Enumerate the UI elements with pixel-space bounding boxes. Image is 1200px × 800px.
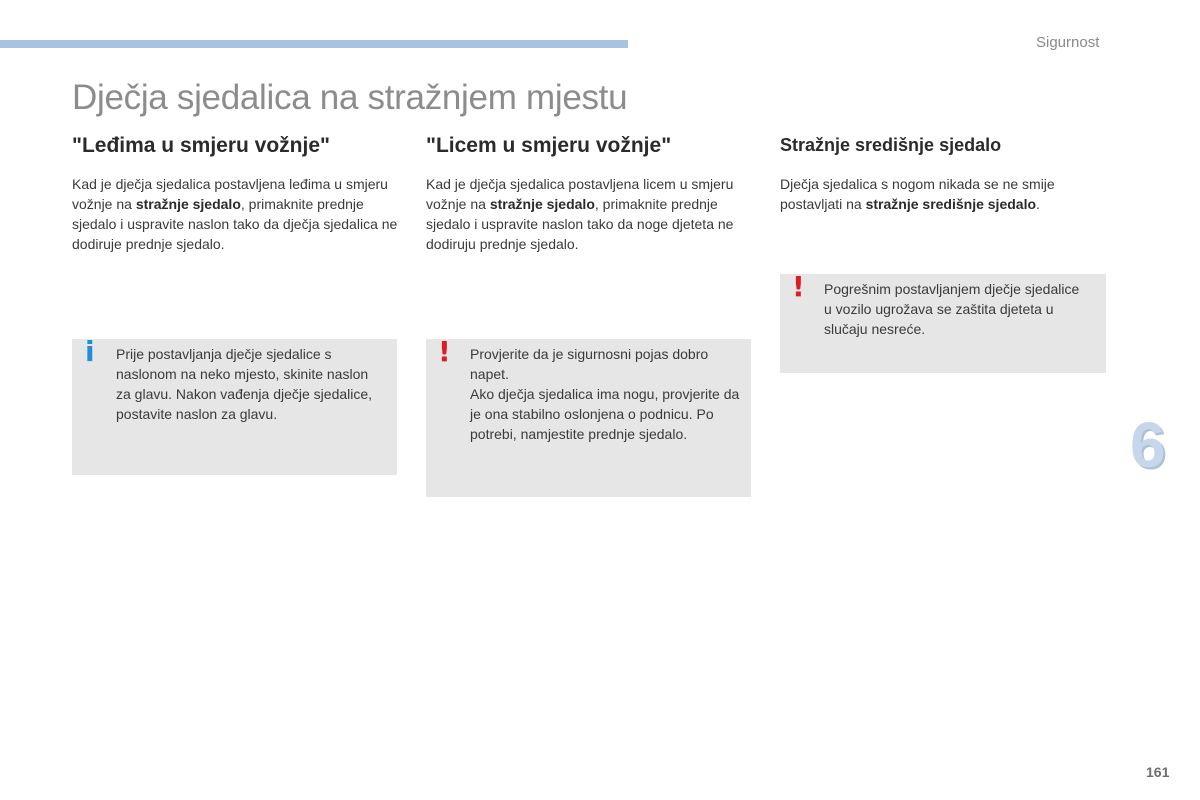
text-part: , primaknite prednje sjedalo i uspravite naslon tako da dječja sjedalica ne dodiruje prednje sjedalo. [72,196,398,252]
warning-note-box [426,335,751,497]
page-title: Dječja sjedalica na stražnjem mjestu [72,78,628,117]
warning-note-text [470,344,745,444]
warning-icon: ! [792,270,805,303]
warning-note-line: Ako dječja sjedalica ima nogu, provjerite da je ona stabilno oslonjena o podnicu. Po potrebi, namjestite prednje sjedalo. [470,386,740,442]
column-heading-rear-center: Stražnje središnje sjedalo [780,135,1002,155]
text-bold: stražnje sjedalo [489,196,595,212]
info-note-text: Prije postavljanja dječje sjedalice s naslonom na neko mjesto, skinite naslon za glavu. Nakon vađenja dječje sjedalice, postavite naslon za glavu. [116,346,373,422]
header-accent-bar [0,40,628,48]
warning-icon: ! [438,335,451,368]
info-note-box [72,335,397,475]
warning-note-box [780,270,1106,373]
text-part: . [1036,196,1040,212]
column-text-rear-center [780,174,1106,214]
chapter-number: 6 [1130,409,1166,481]
text-bold: stražnje sjedalo [135,196,241,212]
text-part: Kad je dječja sjedalica postavljena leđima u smjeru vožnje na [72,176,388,212]
warning-note-text: Pogrešnim postavljanjem dječje sjedalice u vozilo ugrožava se zaštita djeteta u slučaju nesreće. [824,281,1080,337]
column-heading-forward-facing: "Licem u smjeru vožnje" [426,134,672,157]
text-part: Kad je dječja sjedalica postavljena licem u smjeru vožnje na [426,176,734,212]
info-icon: i [85,335,95,368]
column-heading-rear-facing: "Leđima u smjeru vožnje" [72,134,330,157]
section-name: Sigurnost [1036,34,1100,51]
text-bold: stražnje središnje sjedalo [865,196,1037,212]
column-text-forward-facing [426,174,752,254]
text-part: , primaknite prednje sjedalo i uspravite naslon tako da noge djeteta ne dodiruju prednje sjedalo. [426,196,734,252]
column-text-rear-facing [72,174,398,254]
warning-note-line: Provjerite da je sigurnosni pojas dobro napet. [470,346,709,382]
text-part: Dječja sjedalica s nogom nikada se ne smije postavljati na [780,176,1055,212]
page-number: 161 [1146,764,1170,780]
